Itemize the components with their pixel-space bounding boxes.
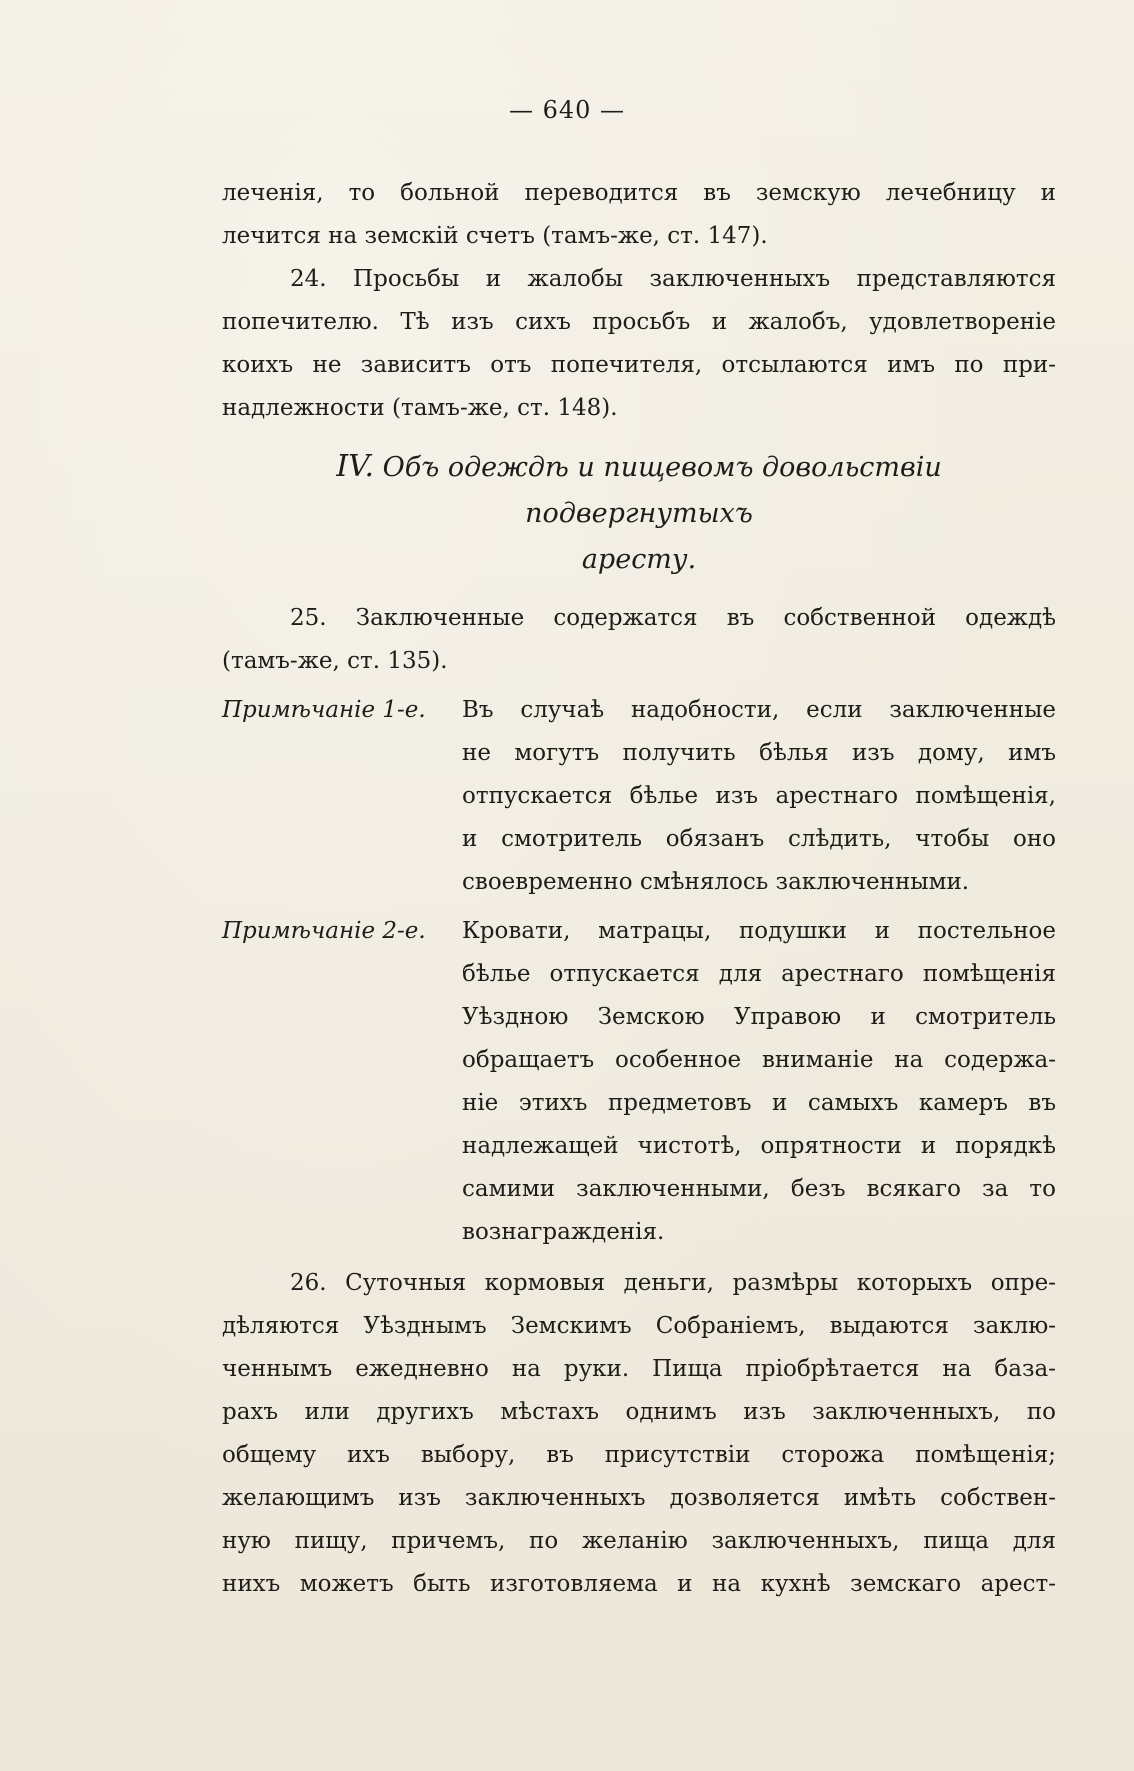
text-line: и смотритель обязанъ слѣдить, чтобы оно <box>462 826 1056 852</box>
note-label: Примѣчаніе 1-е. <box>222 697 426 723</box>
text-line: Кровати, матрацы, подушки и постельное <box>462 918 1056 944</box>
text-line: надлежности (тамъ-же, ст. 148). <box>222 395 618 421</box>
text-line: ніе этихъ предметовъ и самыхъ камеръ въ <box>462 1090 1056 1116</box>
note-1 <box>222 689 1056 904</box>
text-line: своевременно смѣнялось заключенными. <box>462 869 970 895</box>
spacer <box>222 1254 1056 1262</box>
page-number: — 640 — <box>508 96 626 124</box>
text-line: не могутъ получить бѣлья изъ дому, имъ <box>462 740 1056 766</box>
body-text <box>222 172 1056 1606</box>
section-heading-line <box>222 444 1056 537</box>
note-body <box>462 689 1056 904</box>
section-title: Объ одеждѣ и пищевомъ довольствіи подвергнутыхъ <box>382 452 942 529</box>
note-label: Примѣчаніе 2-е. <box>222 918 426 944</box>
paragraph-25 <box>222 597 1056 683</box>
paragraph-26 <box>222 1262 1056 1606</box>
section-heading <box>222 444 1056 583</box>
section-heading-line: аресту. <box>581 544 697 575</box>
text-line: Въ случаѣ надобности, если заключенные <box>462 697 1056 723</box>
text-line: 25. Заключенные содержатся въ собственной одеждѣ <box>290 605 1056 631</box>
text-line: желающимъ изъ заключенныхъ дозволяется имѣть собствен- <box>222 1485 1056 1511</box>
paragraph-24 <box>222 258 1056 430</box>
text-line: (тамъ-же, ст. 135). <box>222 648 448 674</box>
section-numeral: IV. <box>336 449 375 484</box>
text-line: вознагражденія. <box>462 1219 665 1245</box>
text-line: ную пищу, причемъ, по желанію заключенныхъ, пища для <box>222 1528 1056 1554</box>
text-line: 26. Суточныя кормовыя деньги, размѣры которыхъ опре- <box>290 1270 1056 1296</box>
text-line: дѣляются Уѣзднымъ Земскимъ Собраніемъ, выдаются заклю- <box>222 1313 1056 1339</box>
text-line: леченія, то больной переводится въ земскую лечебницу и <box>222 180 1056 206</box>
text-line: 24. Просьбы и жалобы заключенныхъ представляются <box>290 266 1056 292</box>
note-2 <box>222 910 1056 1254</box>
text-line: общему ихъ выбору, въ присутствіи сторожа помѣщенія; <box>222 1442 1056 1468</box>
text-line: Уѣздною Земскою Управою и смотритель <box>462 1004 1056 1030</box>
text-line: лечится на земскій счетъ (тамъ-же, ст. 147). <box>222 223 768 249</box>
paragraph-continuation <box>222 172 1056 258</box>
text-line: попечителю. Тѣ изъ сихъ просьбъ и жалобъ, удовлетвореніе <box>222 309 1056 335</box>
text-line: ченнымъ ежедневно на руки. Пища пріобрѣтается на база- <box>222 1356 1056 1382</box>
note-body <box>462 910 1056 1254</box>
text-line: коихъ не зависитъ отъ попечителя, отсылаются имъ по при- <box>222 352 1056 378</box>
text-line: рахъ или другихъ мѣстахъ однимъ изъ заключенныхъ, по <box>222 1399 1056 1425</box>
text-line: отпускается бѣлье изъ арестнаго помѣщенія, <box>462 783 1056 809</box>
text-line: нихъ можетъ быть изготовляема и на кухнѣ земскаго арест- <box>222 1571 1056 1597</box>
text-line: бѣлье отпускается для арестнаго помѣщенія <box>462 961 1056 987</box>
text-line: надлежащей чистотѣ, опрятности и порядкѣ <box>462 1133 1056 1159</box>
text-line: самими заключенными, безъ всякаго за то <box>462 1176 1056 1202</box>
text-line: обращаетъ особенное вниманіе на содержа- <box>462 1047 1056 1073</box>
